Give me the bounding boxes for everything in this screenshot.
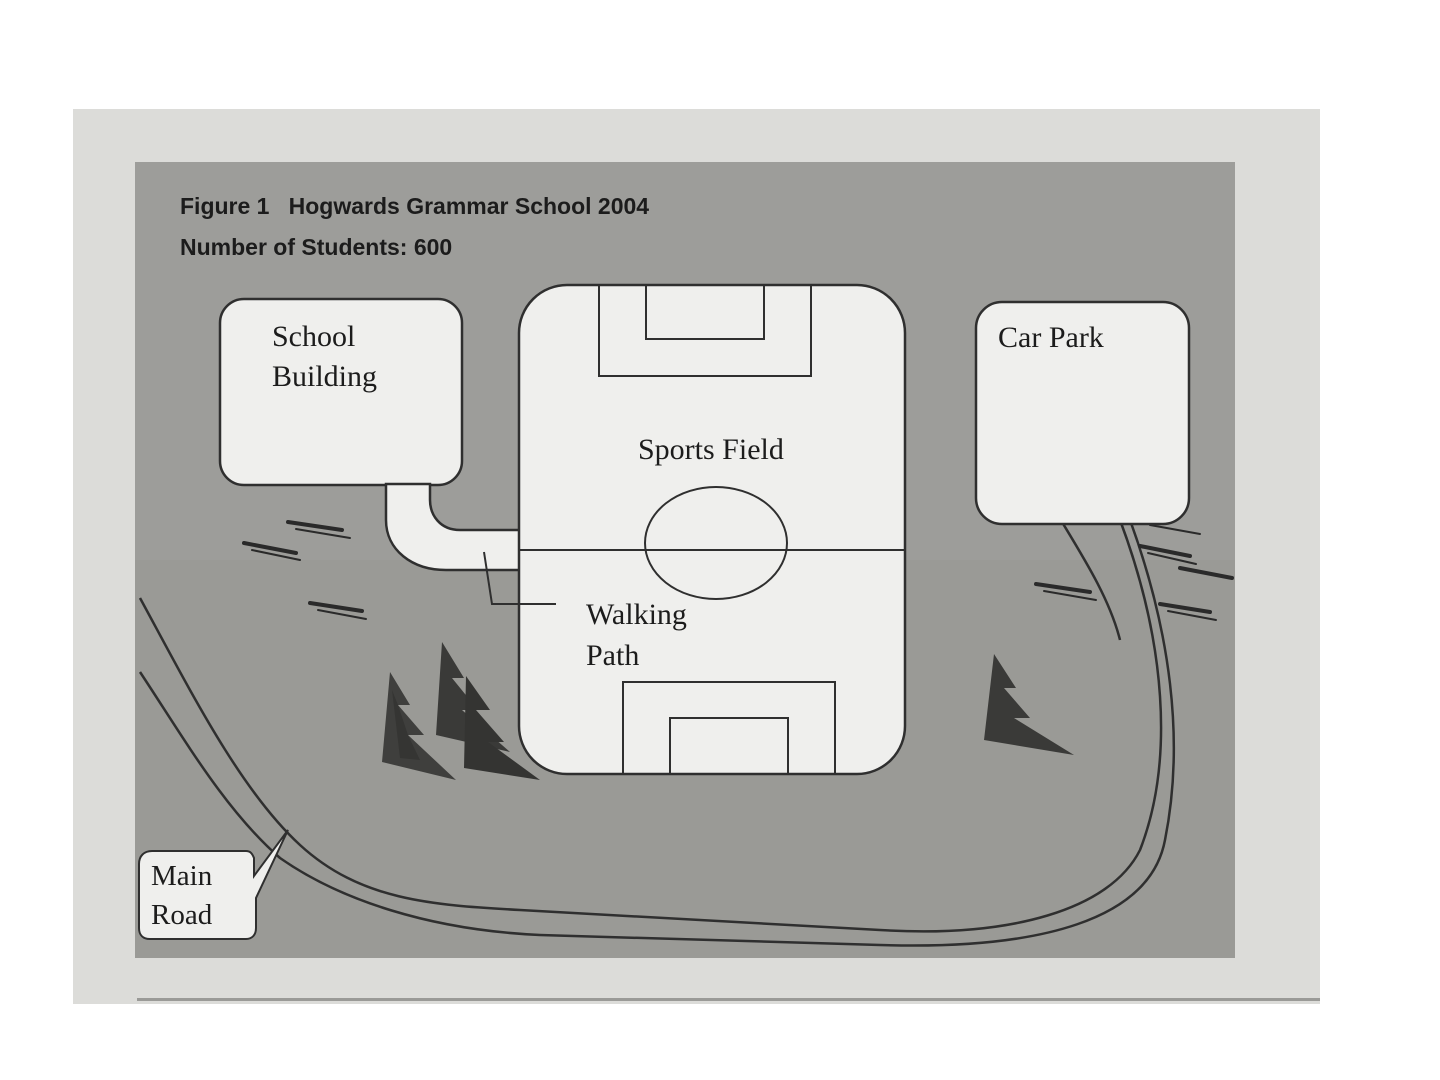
figure-title: Figure 1 Hogwards Grammar School 2004 bbox=[180, 193, 650, 219]
school-building-label-line1: School bbox=[272, 320, 356, 353]
paper-bottom-line bbox=[137, 998, 1320, 1001]
walking-path-label-line2: Path bbox=[586, 639, 640, 672]
main-road-label-line2: Road bbox=[151, 899, 213, 931]
car-park-label: Car Park bbox=[998, 321, 1104, 354]
sports-field-outline bbox=[519, 285, 905, 774]
main-road-label-line1: Main bbox=[151, 860, 213, 892]
sports-field bbox=[519, 285, 905, 774]
figure-subtitle: Number of Students: 600 bbox=[180, 234, 453, 260]
school-building-label-line2: Building bbox=[272, 360, 378, 393]
sports-field-label: Sports Field bbox=[638, 433, 784, 466]
walking-path-label-line1: Walking bbox=[586, 598, 687, 631]
